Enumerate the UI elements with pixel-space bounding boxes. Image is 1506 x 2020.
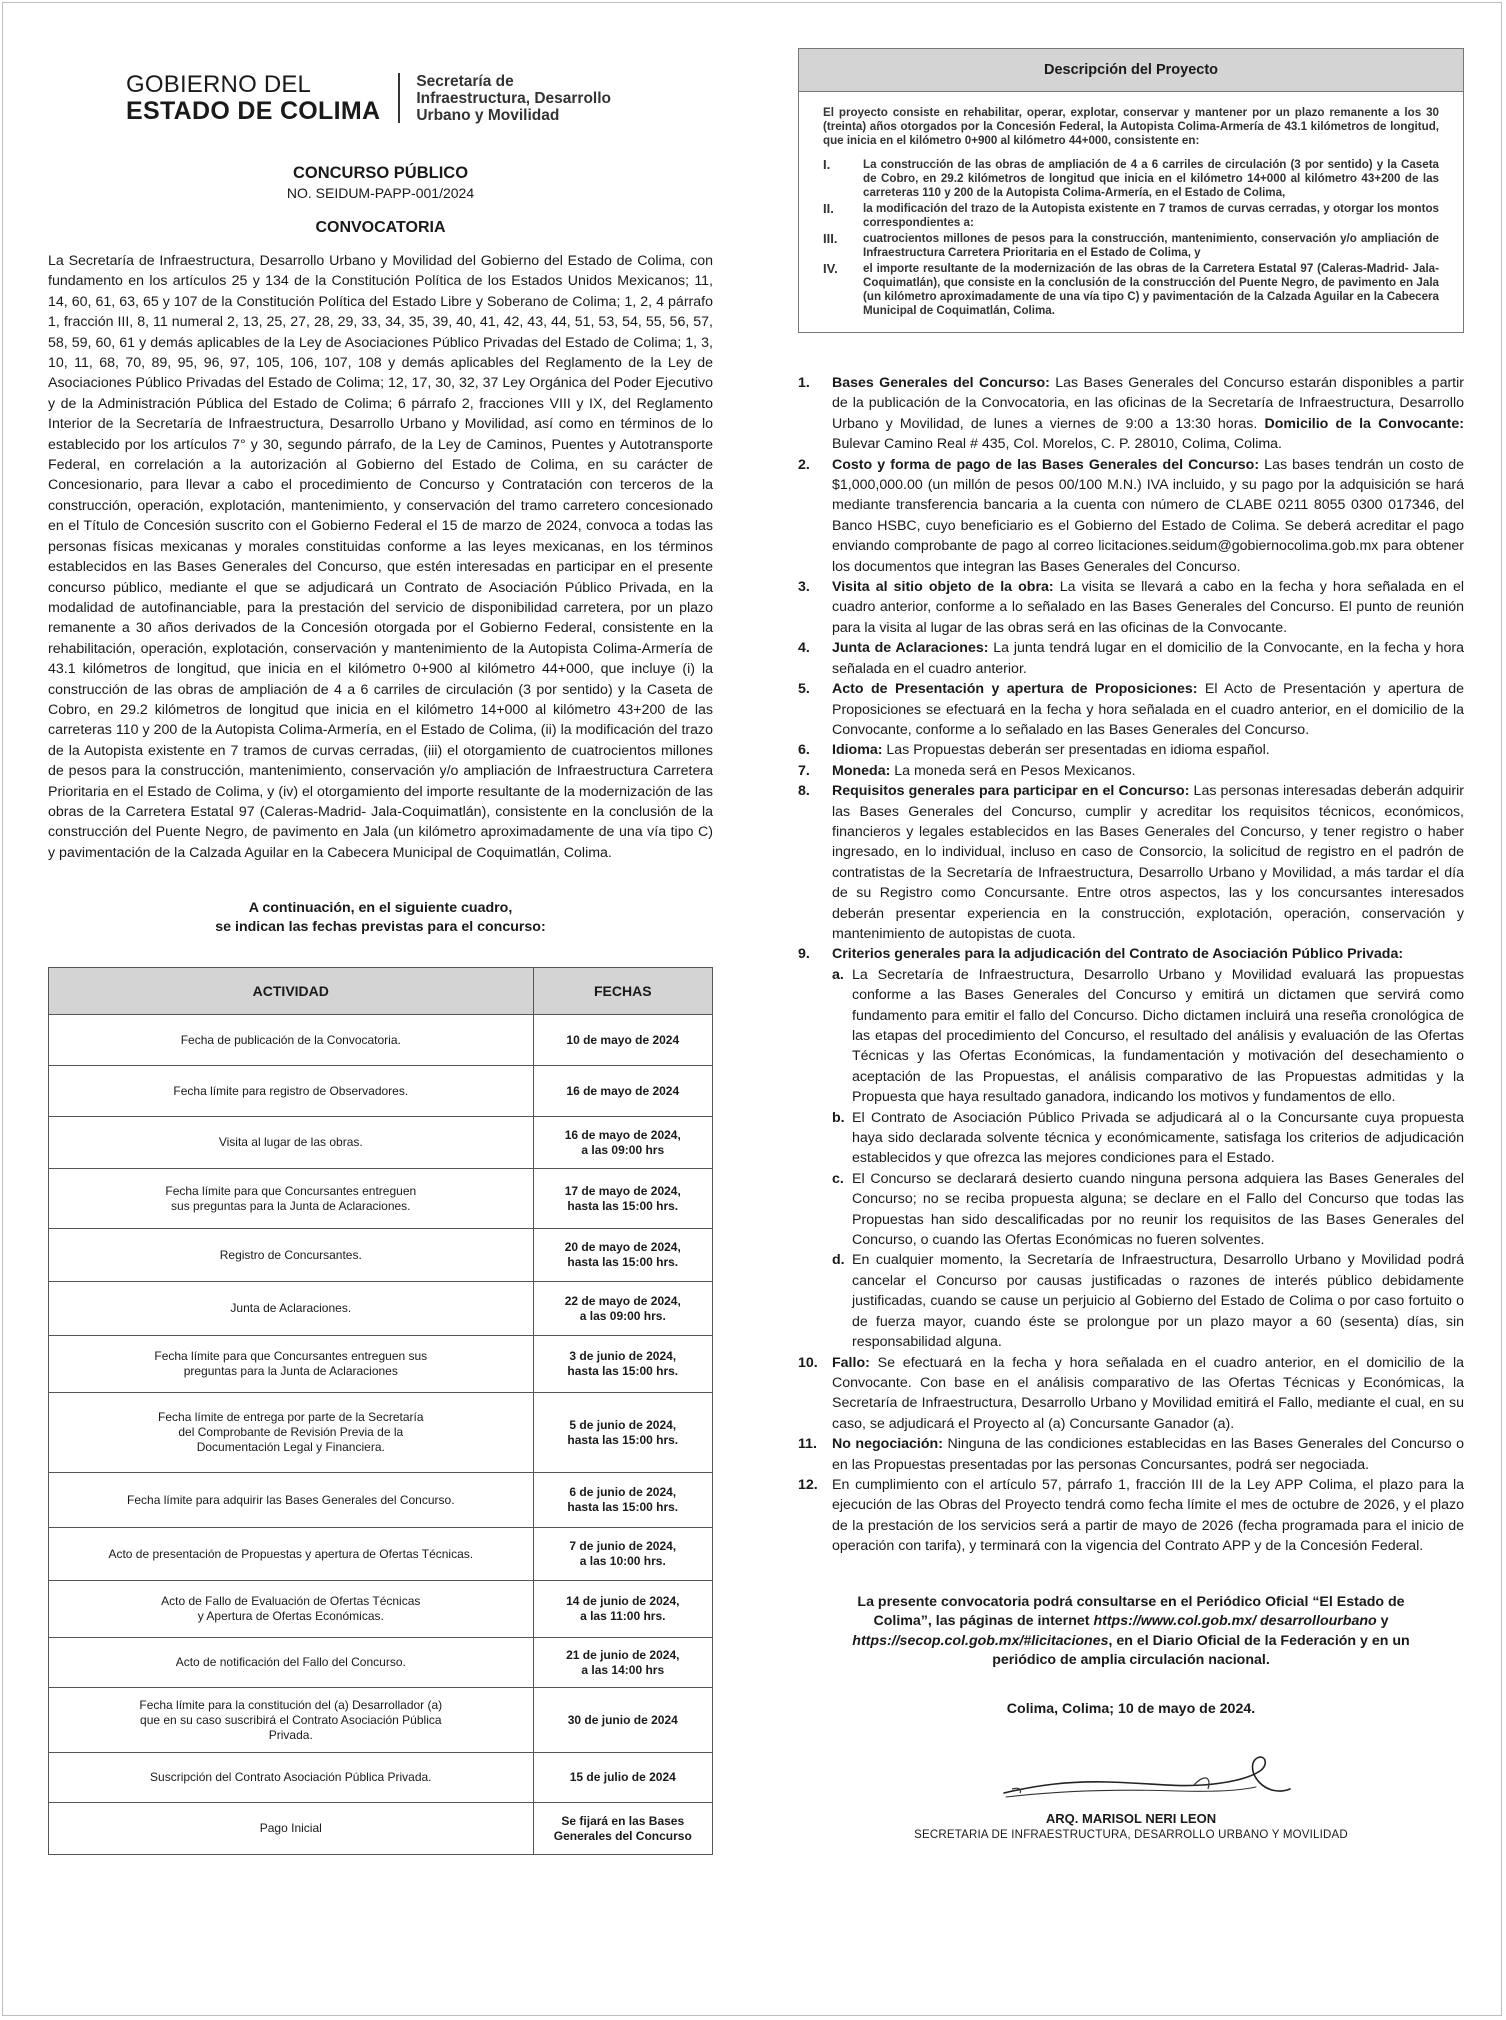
sub-item [832,1250,1464,1352]
schedule-header-row [49,968,713,1015]
activity-line: Fecha límite para que Concursantes entreguen sus [154,1349,428,1364]
item-body: La junta tendrá lugar en el domicilio de la Convocante, en la fecha y hora señalada en el cuadro anterior. [832,640,1464,677]
schedule-activity [49,1528,534,1581]
header [126,58,713,138]
signature-area [798,1721,1464,1811]
schedule-activity [49,1638,534,1688]
item-number: 9. [798,946,810,963]
item-number: 2. [798,456,810,473]
numbered-item [798,638,1464,679]
date-line: 16 de mayo de 2024 [566,1083,680,1098]
schedule-activity [49,1581,534,1638]
date-line: a las 14:00 hrs [581,1662,665,1677]
date-line: 20 de mayo de 2024, [564,1240,681,1255]
sub-item [832,1169,1464,1251]
schedule-activity [49,1066,534,1117]
header-actividad: ACTIVIDAD [49,968,534,1015]
signing-date: Colima, Colima; 10 de mayo de 2024. [1006,1700,1256,1717]
item-label: Visita al sitio objeto de la obra: [832,579,1054,596]
description-item-number: III. [823,231,838,246]
item-body: Las Bases Generales del Concurso estarán disponibles a partir de la publicación de la Convocatoria, en las oficinas de la Secretaría de Infraestructura, Desarrollo Urbano y Movilidad, de lunes a viernes de 9:00 a 13:30 horas. [832,375,1465,432]
schedule-activity [49,1336,534,1393]
concurso-number: NO. SEIDUM-PAPP-001/2024 [286,185,475,201]
item-text [832,638,1464,679]
schedule-activity [49,1803,534,1855]
description-item-number: II. [823,201,834,216]
schedule-row [49,1803,713,1855]
sub-item-letter: a. [832,966,844,983]
sub-item-letter: b. [832,1109,845,1126]
right-column [798,48,1464,1841]
activity-line: preguntas para la Junta de Aclaraciones [183,1364,398,1379]
secretaria-line3: Urbano y Movilidad [416,106,560,124]
schedule-row [49,1015,713,1066]
date-line: Generales del Concurso [553,1828,692,1843]
numbered-items [798,373,1464,1557]
item-number: 7. [798,762,810,779]
item-body: Se efectuará en la fecha y hora señalada en el cuadro anterior, en el domicilio de la Convocante. Con base en el análisis comparativo de las Ofertas Técnicas y Económicas, la Secretaría de Infraestructura, Desarrollo Urbano y Movilidad emitirá el Fallo, mediante el cual, en su caso, se adjudicará el Proyecto al (a) Concursante Ganador (a). [832,1354,1464,1432]
item-text [832,577,1464,638]
schedule-date [533,1282,712,1336]
item-number: 11. [798,1436,817,1453]
left-column [48,58,713,1855]
item-text [832,1475,1464,1557]
item-label: Acto de Presentación y apertura de Proposiciones: [832,681,1198,698]
schedule-activity [49,1393,534,1473]
item-text [832,679,1464,740]
item-body: Las bases tendrán un costo de $1,000,000.00 (un millón de pesos 00/100 M.N.) IVA incluido, y su pago por la adquisición se hará mediante transferencia bancaria a la cuenta con número de CLABE 0211 8055 0300 017346, del Banco HSBC, cuyo beneficiario es el Gobierno del Estado de Colima. Se deberá acreditar el pago enviando comprobante de pago al correo licitaciones.seidum@gobiernocolima.gob.mx para obtener los documentos que integran las Bases Generales del Concurso. [832,456,1464,575]
schedule-date [533,1473,712,1528]
project-description-items [823,158,1439,318]
date-line: 10 de mayo de 2024 [566,1032,680,1047]
activity-line: Fecha límite para la constitución del (a) Desarrollador (a) [139,1697,443,1712]
sub-item-text: En cualquier momento, la Secretaría de Infraestructura, Desarrollo Urbano y Movilidad podrá cancelar el Concurso por causas justificadas o razones de interés público debidamente justificadas, cuando se cause un perjuicio al Gobierno del Estado de Colima o por caso fortuito o de fuerza mayor, cuando éste se prolongue por un plazo mayor a 60 (sesenta) días, sin responsabilidad alguna. [852,1252,1464,1351]
date-line: 7 de junio de 2024, [569,1539,677,1554]
item-text [832,781,1464,944]
secretaria-line1: Secretaría de [416,72,514,90]
item-label: Bases Generales del Concurso: [832,375,1050,391]
schedule-activity [49,1473,534,1528]
item-body: Las Propuestas deberán ser presentadas en idioma español. [882,742,1270,759]
schedule-intro [48,899,713,937]
description-item [823,202,1439,230]
date-line: hasta las 15:00 hrs. [567,1198,679,1213]
item-number: 4. [798,640,810,657]
date-line: 6 de junio de 2024, [569,1485,677,1500]
item-text [832,1434,1464,1475]
sub-item-letter: d. [832,1252,845,1269]
schedule-activity [49,1117,534,1169]
activity-line: del Comprobante de Revisión Previa de la [178,1425,404,1440]
schedule-intro-line1: A continuación, en el siguiente cuadro, [248,900,513,917]
activity-line: Registro de Concursantes. [219,1247,362,1262]
date-line: 30 de junio de 2024 [567,1712,678,1727]
activity-line: que en su caso suscribirá el Contrato Asociación Pública [140,1712,442,1727]
description-item-text: el importe resultante de la modernización de las obras de la Carretera Estatal 97 (Caleras-Madrid- Jala-Coquimatlán), que consiste en la conclusión de la construcción del Puente Negro, de pavimento en Jala (un kilómetro aproximadamente de una vía tipo C) y pavimentación de la Calzada Aguilar en la Cabecera Municipal de Coquimatlán, Colima. [863,262,1439,317]
schedule-date [533,1803,712,1855]
numbered-item [798,761,1464,781]
item-label-2: Domicilio de la Convocante: [1264,415,1464,432]
date-line: Se fijará en las Bases [561,1813,685,1828]
schedule-row [49,1528,713,1581]
schedule-date [533,1688,712,1753]
date-line: 22 de mayo de 2024, [564,1293,681,1308]
header-fechas: FECHAS [533,968,712,1015]
closing-text-3: , en el Diario Oficial de la Federación y en un periódico de amplia circulación nacional. [992,1632,1410,1669]
project-description-intro: El proyecto consiste en rehabilitar, operar, explotar, conservar y mantener por un plazo remanente a los 30 (treinta) años otorgados por la Concesión Federal, la Autopista Colima-Armería de 43.1 kilómetros de longitud, que inicia en el kilómetro 0+900 al kilómetro 44+000, consistente en: [823,106,1439,147]
item-body: Ninguna de las condiciones establecidas en las Bases Generales del Concurso o en las Propuestas presentadas por las personas Concursantes, podrá ser negociada. [832,1436,1465,1473]
item-label: Criterios generales para la adjudicación del Contrato de Asociación Público Privada: [832,946,1404,963]
description-item-text: la modificación del trazo de la Autopista existente en 7 tramos de curvas cerradas, y otorgar los montos correspondientes a: [863,202,1439,229]
item-body: La visita se llevará a cabo en la fecha y hora señalada en el cuadro anterior, conforme a lo señalado en las Bases Generales del Concurso. El punto de reunión para la visita al lugar de las obras será en las oficinas de la Convocante. [832,579,1465,636]
item-text [832,455,1464,577]
item-label: Idioma: [832,742,883,759]
schedule-date [533,1229,712,1282]
date-line: hasta las 15:00 hrs. [567,1432,679,1447]
schedule-row [49,1393,713,1473]
sub-item [832,1108,1464,1169]
schedule-row [49,1282,713,1336]
url-desarrollourbano[interactable]: https://www.col.gob.mx/ desarrollourbano [1093,1613,1377,1630]
schedule-row [49,1638,713,1688]
project-description-title: Descripción del Proyecto [799,49,1463,92]
activity-line: Suscripción del Contrato Asociación Pública Privada. [150,1770,432,1785]
item-text [832,740,1464,760]
schedule-table [48,967,713,1855]
schedule-date [533,1393,712,1473]
schedule-body [49,1015,713,1855]
item-number: 6. [798,742,810,759]
secretaria-name [416,73,611,124]
item-label: Costo y forma de pago de las Bases Generales del Concurso: [832,456,1260,473]
description-item-number: I. [823,157,831,172]
activity-line: Fecha de publicación de la Convocatoria. [180,1032,401,1047]
numbered-item [798,740,1464,760]
concurso-title: CONCURSO PÚBLICO [292,164,469,182]
item-number: 10. [798,1354,818,1371]
activity-line: Acto de notificación del Fallo del Concurso. [175,1655,406,1670]
item-text [832,761,1464,781]
item-number: 1. [798,375,810,391]
closing-paragraph [798,1593,1464,1671]
sub-item-text: El Concurso se declarará desierto cuando ninguna persona adquiera las Bases Generales del Concurso; no se reciba propuesta alguna; se declare en el Fallo del Concurso que todas las Propuestas han sido descalificadas por no reunir los requisitos de las Bases Generales del Concurso, o cuando las Ofertas Económicas no fueren solventes. [852,1170,1464,1249]
closing-text-2: y [1376,1613,1389,1630]
item-label: No negociación: [832,1436,943,1453]
item-text [832,373,1464,455]
schedule-row [49,1066,713,1117]
date-line: 16 de mayo de 2024, [564,1127,681,1142]
numbered-item [798,1475,1464,1557]
activity-line: Privada. [268,1727,313,1742]
schedule-date [533,1638,712,1688]
schedule-row [49,1169,713,1229]
date-line: 5 de junio de 2024, [569,1417,677,1432]
schedule-row [49,1688,713,1753]
gov-line1: GOBIERNO DEL [126,70,312,98]
schedule-date [533,1528,712,1581]
sub-item-text: El Contrato de Asociación Público Privada se adjudicará al o la Concursante cuya propuesta haya sido declarada solvente técnica y económicamente, satisfaga los criterios de adjudicación establecidos y que ofrezca las mejores condiciones para el Estado. [852,1109,1464,1167]
activity-line: Fecha límite para adquirir las Bases Generales del Concurso. [127,1492,455,1507]
description-item-text: cuatrocientos millones de pesos para la construcción, mantenimiento, conservación y/o ampliación de Infraestructura Carretera Prioritaria en el Estado de Colima, y [863,232,1439,259]
item-body: El Acto de Presentación y apertura de Proposiciones se efectuará en la fecha y hora señalada en el cuadro anterior, en el domicilio de la Convocante, conforme a lo señalado en las Bases Generales del Concurso. [832,681,1464,738]
schedule-row [49,1117,713,1169]
schedule-row [49,1581,713,1638]
description-item [823,262,1439,318]
sub-item [832,965,1464,1108]
numbered-item [798,577,1464,638]
schedule-activity [49,1753,534,1803]
sub-item-text: La Secretaría de Infraestructura, Desarrollo Urbano y Movilidad evaluará las propuestas conforme a las Bases Generales del Concurso y emitirá un dictamen que servirá como fundamento para emitir el fallo del Concurso. Dicho dictamen incluirá una reseña cronológica de las etapas del procedimiento del Concurso, el resultado del análisis y evaluación de las Ofertas Técnicas y las Ofertas Económicas, la fundamentación y motivación del desechamiento o aceptación de las Propuestas, el análisis comparativo de las Propuestas admitidas y la Propuesta que haya resultado ganadora, indicando los motivos y fundamentos de ello. [852,966,1464,1106]
item-body-2: Bulevar Camino Real # 435, Col. Morelos, C. P. 28010, Colima, Colima. [832,436,1283,453]
item-body: La moneda será en Pesos Mexicanos. [890,762,1136,779]
sub-item-letter: c. [832,1170,844,1187]
activity-line: sus preguntas para la Junta de Aclaraciones. [171,1198,411,1213]
schedule-row [49,1336,713,1393]
schedule-activity [49,1229,534,1282]
schedule-row [49,1753,713,1803]
item-number: 12. [798,1476,818,1493]
url-secop-licitaciones[interactable]: https://secop.col.gob.mx/#licitaciones [852,1632,1109,1649]
item-number: 8. [798,783,810,800]
item-label: Junta de Aclaraciones: [832,640,989,657]
activity-line: Acto de presentación de Propuestas y apertura de Ofertas Técnicas. [108,1546,474,1561]
activity-line: Visita al lugar de las obras. [218,1135,363,1150]
date-line: hasta las 15:00 hrs. [567,1364,679,1379]
numbered-item [798,1353,1464,1435]
date-line: 14 de junio de 2024, [566,1594,680,1609]
schedule-date [533,1066,712,1117]
schedule-date [533,1117,712,1169]
item-body: En cumplimiento con el artículo 57, párrafo 1, fracción III de la Ley APP Colima, el plazo para la ejecución de las Obras del Proyecto tendrá como fecha límite el mes de octubre de 2026, y el plazo de la prestación de los servicios será a partir de mayo de 2026 (fecha programada para el inicio de operación con tarifa), y terminará con la vigencia del Contrato APP y de la Concesión Federal. [832,1476,1464,1555]
activity-line: Pago Inicial [259,1821,322,1836]
date-line: a las 10:00 hrs. [579,1554,666,1569]
activity-line: Fecha límite para que Concursantes entreguen [165,1183,417,1198]
item-number: 5. [798,681,810,698]
date-line: a las 11:00 hrs. [580,1609,666,1624]
activity-line: y Apertura de Ofertas Económicas. [197,1609,384,1624]
date-line: hasta las 15:00 hrs. [567,1500,679,1515]
numbered-item [798,944,1464,1352]
handwritten-signature [998,1727,1298,1812]
convocatoria-body: La Secretaría de Infraestructura, Desarrollo Urbano y Movilidad del Gobierno del Estado de Colima, con fundamento en los artículos 25 y 134 de la Constitución Política de los Estados Unidos Mexicanos; 11, 14, 60, 61, 63, 65 y 107 de la Constitución Política del Estado Libre y Soberano de Colima; 1, 2, 4 párrafo 1, fracción III, 8, 11 numeral 2, 13, 25, 27, 28, 29, 33, 34, 35, 39, 40, 41, 42, 43, 44, 51, 53, 54, 55, 56, 57, 58, 59, 60, 61 y demás aplicables de la Ley de Asociaciones Público Privadas del Estado de Colima; 1, 3, 10, 11, 68, 70, 89, 95, 96, 97, 105, 106, 107, 108 y demás aplicables del Reglamento de la Ley de Asociaciones Público Privadas del Estado de Colima; 12, 17, 30, 32, 37 Ley Orgánica del Poder Ejecutivo y de la Administración Pública del Estado de Colima; 6 párrafo 2, fracciones VIII y IX, del Reglamento Interior de la Secretaría de Infraestructura, Desarrollo Urbano y Movilidad, así como en términos de lo establecido por los artículos 7° y 30, segundo párrafo, de la Ley de Caminos, Puentes y Autotransporte Federal, en correlación a la autorización al Gobierno del Estado de Colima, en su carácter de Concesionario, para llevar a cabo el procedimiento de Concurso y Contratación con terceros de la construcción, operación, explotación, mantenimiento, y conservación del tramo carretero concesionado en el Título de Concesión suscrito con el Gobierno Federal el 15 de marzo de 2024, convoca a todas las personas físicas mexicanas y morales constituidas conforme a las leyes mexicanas, en los términos establecidos en las Bases Generales del Concurso, que estén interesadas en participar en el presente concurso público, mediante el que se adjudicará un Contrato de Asociación Público Privada, en la modalidad de autofinanciable, para la prestación del servicio de disponibilidad carretera, por un plazo remanente a 30 años derivados de la Concesión otorgada por el Gobierno Federal, consistente en la rehabilitación, operación, explotación, conservación y mantenimiento de la Autopista Colima-Armería de 43.1 kilómetros de longitud, que inicia en el kilómetro 0+900 al kilómetro 44+000, que incluye (i) la construcción de las obras de ampliación de 4 a 6 carriles de circulación (3 por sentido) y la Caseta de Cobro, en 29.2 kilómetros de longitud que inicia en el kilómetro 14+000 al kilómetro 43+200 de las carreteras 110 y 200 de la Autopista Colima-Armería, en el Estado de Colima, (ii) la modificación del trazo de la Autopista existente en 7 tramos de curvas cerradas, (iii) el otorgamiento de cuatrocientos millones de pesos para la construcción, mantenimiento, conservación y/o ampliación de Infraestructura Carretera Prioritaria en el Estado de Colima, y (iv) el otorgamiento del importe resultante de la modernización de las obras de la Carretera Estatal 97 (Caleras-Madrid- Jala-Coquimatlán), consistente en la conclusión de la construcción del Puente Negro, de pavimento en Jala (un kilómetro aproximadamente de una vía tipo C) y pavimentación de la Calzada Aguilar en la Cabecera Municipal de Coquimatlán, Colima. [48,253,713,861]
activity-line: Junta de Aclaraciones. [230,1301,352,1316]
gov-line2: ESTADO DE COLIMA [126,96,381,125]
schedule-date [533,1169,712,1229]
date-line: 3 de junio de 2024, [569,1349,677,1364]
government-logo-text [126,70,381,125]
schedule-row [49,1473,713,1528]
item-body: Las personas interesadas deberán adquirir las Bases Generales del Concurso, cumplir y acreditar los requisitos técnicos, económicos, financieros y legales establecidos en las Bases Generales del Concurso, y tener registro o haber ingresado, en lo individual, incluso en caso de Consorcio, la solicitud de registro en el padrón de contratistas de la Secretaría de Infraestructura, Desarrollo Urbano y Movilidad, a más tardar el día de su Registro como Concursante. Entre otros aspectos, las y los concursantes interesados deberán presentar experiencia en la construcción, explotación, operación, conservación y mantenimiento de autopistas de cuota. [832,783,1464,942]
numbered-item [798,781,1464,944]
description-item-text: La construcción de las obras de ampliación de 4 a 6 carriles de circulación (3 por sentido) y la Caseta de Cobro, en 29.2 kilómetros de longitud que inicia en el kilómetro 14+000 al kilómetro 43+200 de las carreteras 110 y 200 de la Autopista Colima-Armería, en el Estado de Colima, [863,158,1439,199]
activity-line: Acto de Fallo de Evaluación de Ofertas Técnicas [161,1594,421,1609]
description-item-number: IV. [823,261,838,276]
item-number: 3. [798,579,810,596]
schedule-activity [49,1282,534,1336]
signatory-name: ARQ. MARISOL NERI LEON [1045,1810,1217,1826]
date-line: 21 de junio de 2024, [566,1647,680,1662]
item-label: Moneda: [832,762,891,779]
schedule-activity [49,1169,534,1229]
schedule-date [533,1581,712,1638]
project-description-box [798,48,1464,333]
item-text [832,1353,1464,1435]
schedule-activity [49,1015,534,1066]
item-label: Fallo: [832,1354,870,1371]
project-description-body [799,92,1463,332]
date-line: 17 de mayo de 2024, [564,1183,681,1198]
date-line: a las 09:00 hrs [581,1142,665,1157]
date-line: a las 09:00 hrs. [579,1308,666,1323]
item-label: Requisitos generales para participar en el Concurso: [832,783,1190,800]
numbered-item [798,1434,1464,1475]
description-item [823,158,1439,200]
numbered-item [798,679,1464,740]
closing-text-1: La presente convocatoria podrá consultarse en el Periódico Oficial “El Estado de Colima”, las páginas de internet [857,1593,1405,1630]
numbered-item [798,373,1464,455]
numbered-item [798,455,1464,577]
convocatoria-heading: CONVOCATORIA [315,219,446,236]
activity-line: Documentación Legal y Financiera. [196,1440,385,1455]
header-divider [398,73,400,123]
schedule-intro-line2: se indican las fechas previstas para el concurso: [215,919,546,936]
activity-line: Fecha límite de entrega por parte de la Secretaría [158,1410,424,1425]
schedule-date [533,1753,712,1803]
description-item [823,232,1439,260]
secretaria-line2: Infraestructura, Desarrollo [416,89,612,107]
date-line: hasta las 15:00 hrs. [567,1255,679,1270]
schedule-activity [49,1688,534,1753]
signatory-role: SECRETARIA DE INFRAESTRUCTURA, DESARROLLO URBANO Y MOVILIDAD [914,1828,1348,1841]
item-text [832,944,1464,1352]
schedule-date [533,1336,712,1393]
date-line: 15 de julio de 2024 [569,1770,676,1785]
activity-line: Fecha límite para registro de Observadores. [173,1083,409,1098]
schedule-row [49,1229,713,1282]
schedule-date [533,1015,712,1066]
